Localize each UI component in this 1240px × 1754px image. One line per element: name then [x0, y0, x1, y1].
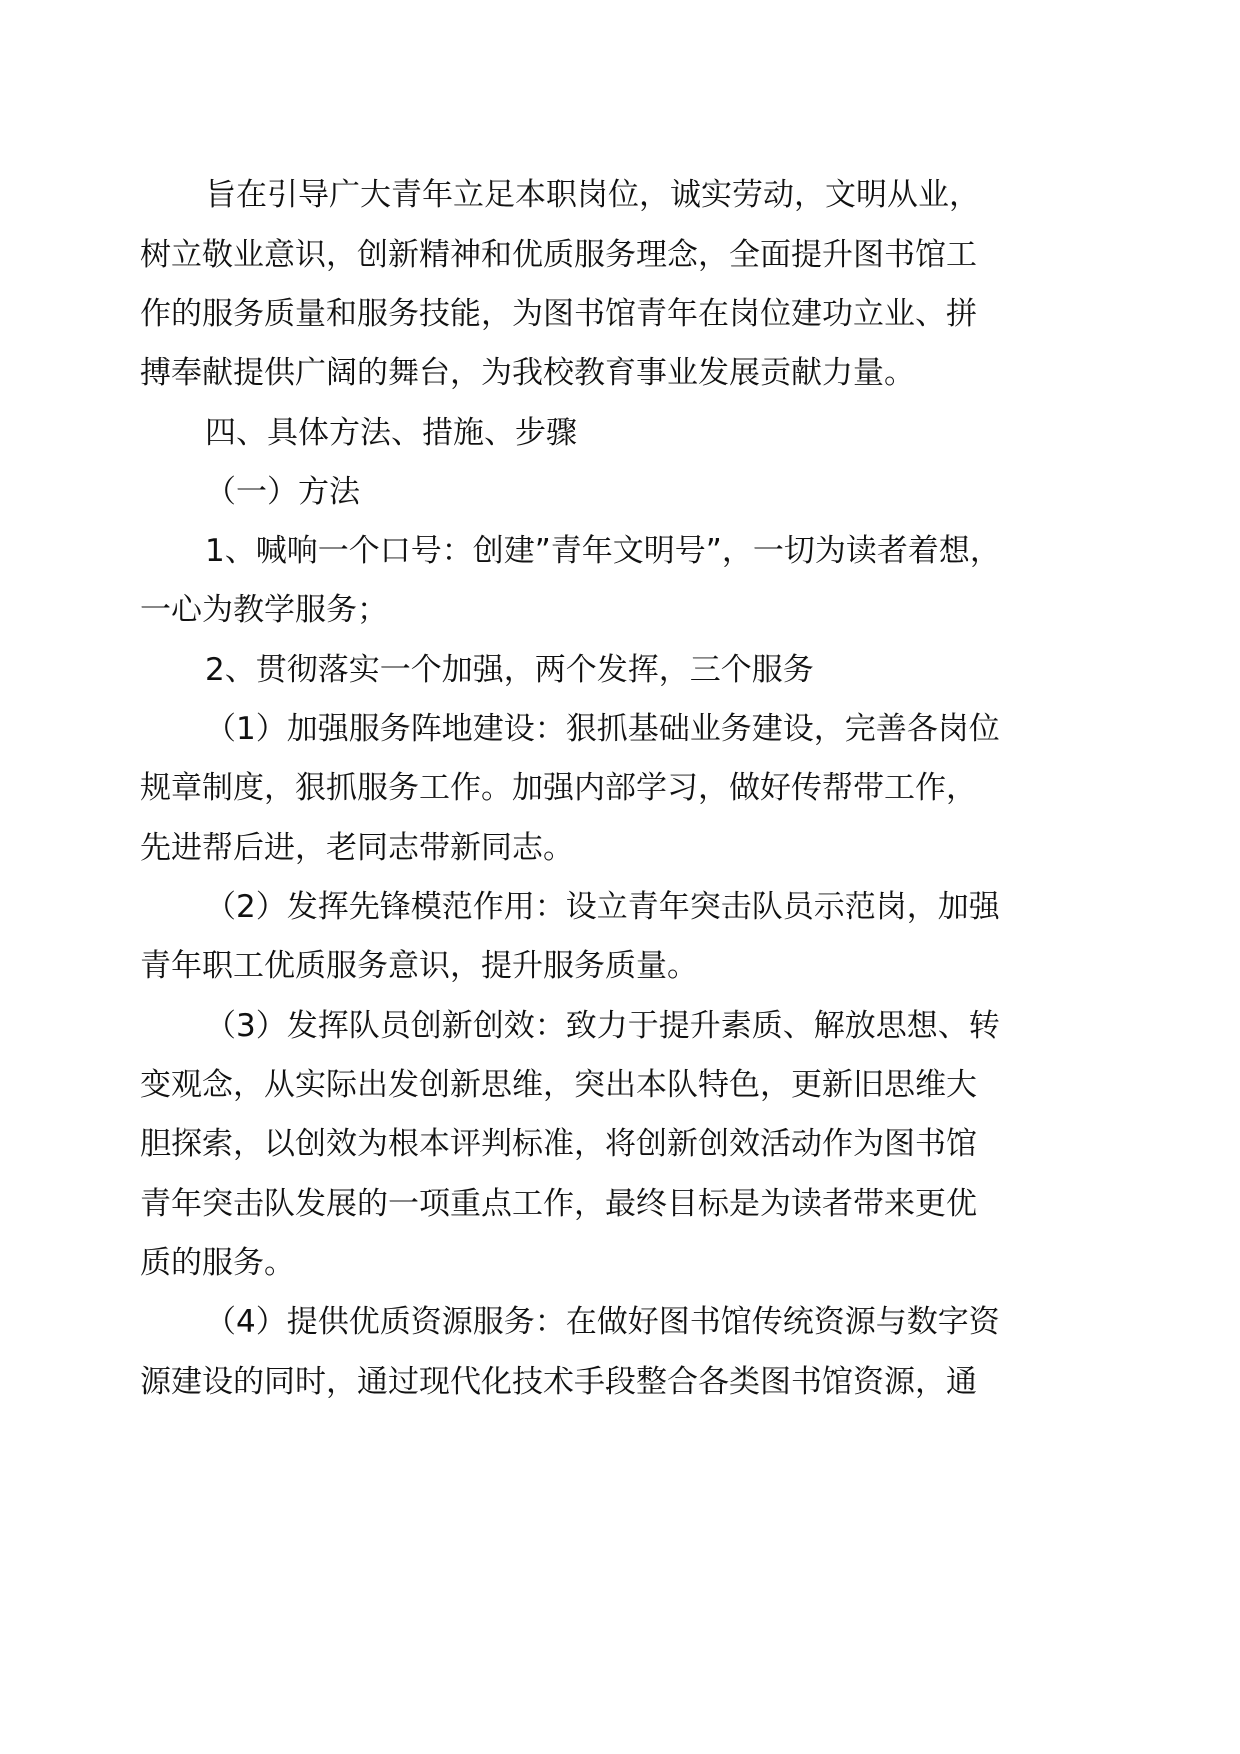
text-line [140, 353, 1240, 393]
line-text: 树立敬业意识，创新精神和优质服务理念，全面提升图书馆工 [140, 237, 977, 273]
text-line [205, 709, 1240, 749]
line-text: （2）发挥先锋模范作用：设立青年突击队员示范岗，加强 [205, 889, 1000, 925]
line-text: 青年突击队发展的一项重点工作，最终目标是为读者带来更优 [140, 1186, 977, 1222]
line-text: 质的服务。 [140, 1245, 295, 1281]
line-text: 作的服务质量和服务技能，为图书馆青年在岗位建功立业、拼 [140, 296, 977, 332]
line-text: （3）发挥队员创新创效：致力于提升素质、解放思想、转 [205, 1008, 1000, 1044]
line-text: 青年职工优质服务意识，提升服务质量。 [140, 948, 698, 984]
text-line [205, 650, 1240, 690]
line-text: 规章制度，狠抓服务工作。加强内部学习，做好传帮带工作， [140, 770, 977, 806]
section-heading [205, 413, 1240, 453]
text-line [140, 946, 1240, 986]
line-text: 先进帮后进，老同志带新同志。 [140, 830, 574, 866]
subsection-heading [205, 472, 1240, 512]
line-text: 源建设的同时，通过现代化技术手段整合各类图书馆资源，通 [140, 1364, 977, 1400]
line-text: 四、具体方法、措施、步骤 [205, 415, 577, 451]
text-line [140, 1065, 1240, 1105]
text-line [140, 768, 1240, 808]
text-line [140, 1124, 1240, 1164]
line-text: 2、贯彻落实一个加强，两个发挥，三个服务 [205, 652, 814, 688]
text-line [140, 828, 1240, 868]
line-text: （1）加强服务阵地建设：狠抓基础业务建设，完善各岗位 [205, 711, 1000, 747]
text-line [140, 1362, 1240, 1402]
text-line [140, 1243, 1240, 1283]
text-line [140, 235, 1240, 275]
text-line [140, 294, 1240, 334]
line-text: 旨在引导广大青年立足本职岗位，诚实劳动，文明从业， [205, 177, 980, 213]
text-line [205, 1302, 1240, 1342]
text-line [140, 1184, 1240, 1224]
text-line [205, 175, 1240, 215]
line-text: 搏奉献提供广阔的舞台，为我校教育事业发展贡献力量。 [140, 355, 915, 391]
line-text: 变观念，从实际出发创新思维，突出本队特色，更新旧思维大 [140, 1067, 977, 1103]
line-text: （4）提供优质资源服务：在做好图书馆传统资源与数字资 [205, 1304, 1000, 1340]
text-line [140, 590, 1240, 630]
line-text: （一）方法 [205, 474, 360, 510]
line-text: 1、喊响一个口号：创建”青年文明号”，一切为读者着想， [205, 533, 1001, 569]
text-line [205, 531, 1240, 571]
text-line [205, 887, 1240, 927]
text-line [205, 1006, 1240, 1046]
line-text: 胆探索，以创效为根本评判标准，将创新创效活动作为图书馆 [140, 1126, 977, 1162]
line-text: 一心为教学服务； [140, 592, 388, 628]
